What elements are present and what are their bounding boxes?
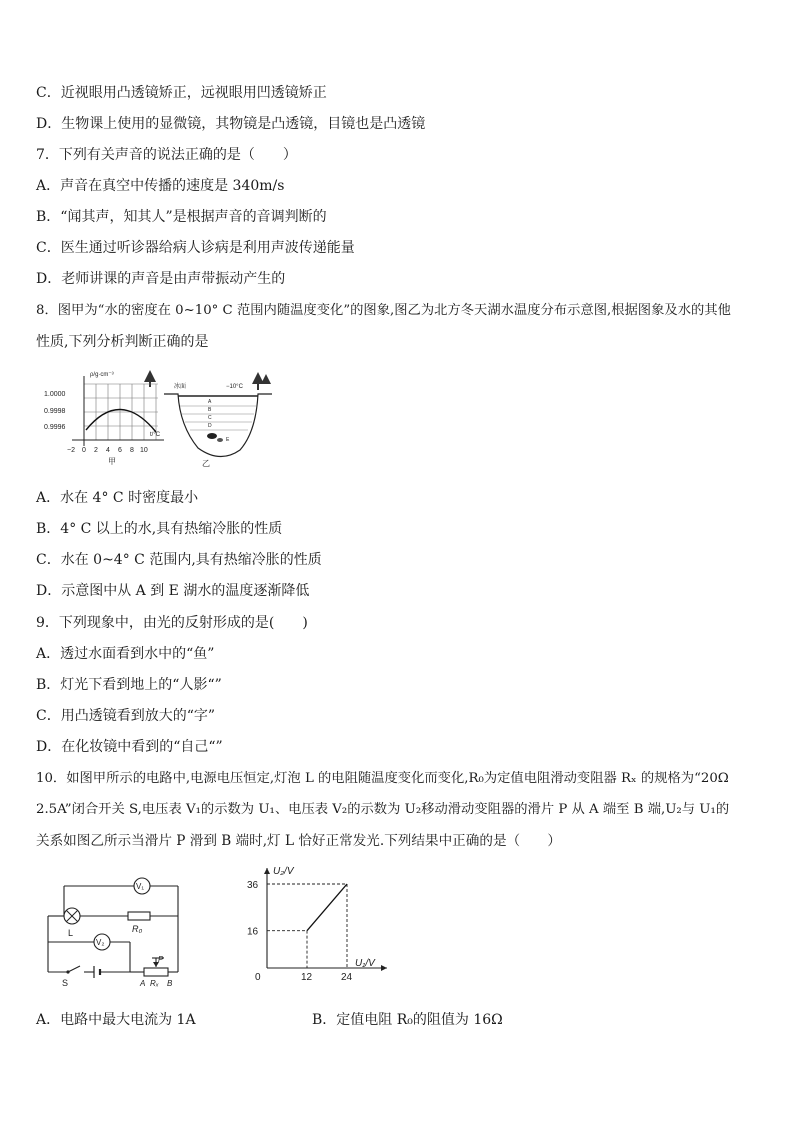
text-line: 性质,下列分析判断正确的是: [36, 334, 209, 350]
option: B．灯光下看到地上的“人影“”: [36, 677, 222, 693]
slider-label: P: [158, 955, 164, 964]
data-line: [307, 884, 347, 931]
text-line: C．近视眼用凸透镜矫正，远视眼用凹透镜矫正: [36, 85, 327, 101]
r0-label: R₀: [132, 924, 143, 934]
temp-axis-label: t/°C: [150, 432, 161, 438]
voltmeter-v2: [94, 934, 110, 950]
y-tick-label: 36: [247, 880, 259, 891]
x-tick: 10: [140, 447, 148, 454]
voltmeter-v1: [134, 878, 150, 894]
question-10-stem: 10．如图甲所示的电路中,电源电压恒定,灯泡 L 的电阻随温度变化而变化,R₀为定值电阻滑动变阻器 Rₓ 的规格为“20Ω: [36, 771, 729, 786]
x-tick-label: 24: [341, 972, 353, 982]
tree-icon: [252, 372, 271, 390]
figure-8: [40, 366, 280, 470]
figure-caption-b: 乙: [202, 459, 210, 468]
option: A．水在 4° C 时密度最小: [36, 490, 199, 506]
lamp-label: L: [68, 928, 74, 938]
question-9-stem: 9．下列现象中，由光的反射形成的是( ): [36, 615, 308, 631]
x-tick: 8: [130, 447, 134, 454]
lamp-icon: [64, 908, 80, 924]
option: B．定值电阻 R₀的阻值为 16Ω: [312, 1012, 503, 1028]
x-tick: 4: [106, 447, 110, 454]
x-tick: 2: [94, 447, 98, 454]
density-graph: [44, 372, 164, 466]
end-a-label: A: [140, 979, 146, 988]
question-8-stem: 8．图甲为“水的密度在 0~10° C 范围内随温度变化”的图象,图乙为北方冬天湖水温度分布示意图,根据图象及水的其他: [36, 303, 731, 318]
lake-diagram: [164, 372, 272, 468]
density-axis-label: ρ/g·cm⁻³: [90, 372, 114, 378]
option: A．透过水面看到水中的“鱼”: [36, 646, 215, 662]
lake-point: C: [208, 415, 212, 421]
lake-temp-label: −10°C: [226, 384, 243, 390]
text-line: C．医生通过听诊器给病人诊病是利用声波传递能量: [36, 240, 355, 256]
rx-label: Rₓ: [150, 979, 159, 988]
y-tick-label: 16: [247, 926, 259, 938]
figure-caption-a: 甲: [108, 457, 116, 466]
graph-x-label: U₁/V: [355, 958, 375, 969]
lake-point: D: [208, 423, 212, 429]
lake-point: A: [208, 399, 212, 405]
x-tick: 6: [118, 447, 122, 454]
switch-label: S: [62, 978, 69, 988]
option: D．示意图中从 A 到 E 湖水的温度逐渐降低: [36, 583, 310, 599]
y-tick: 0.9996: [44, 424, 66, 431]
tree-icon: [144, 370, 156, 387]
x-tick: 0: [82, 447, 86, 454]
option: C．用凸透镜看到放大的“字”: [36, 708, 216, 724]
option: A．电路中最大电流为 1A: [36, 1012, 196, 1028]
x-tick-label: 0: [255, 972, 261, 982]
text-line: B．“闻其声，知其人”是根据声音的音调判断的: [36, 209, 327, 225]
x-tick: −2: [67, 447, 75, 454]
text-line: D．老师讲课的声音是由声带振动产生的: [36, 271, 286, 287]
x-tick-label: 12: [301, 972, 313, 982]
text-line: 关系如图乙所示当滑片 P 滑到 B 端时,灯 L 恰好正常发光.下列结果中正确的是（ ）: [36, 833, 561, 849]
text-line: A．声音在真空中传播的速度是 340m/s: [36, 178, 285, 194]
circuit-diagram: [40, 870, 190, 990]
question-7-stem: 7．下列有关声音的说法正确的是（ ）: [36, 147, 297, 163]
y-tick: 0.9998: [44, 408, 66, 415]
graph-y-label: U₂/V: [273, 866, 294, 877]
end-b-label: B: [167, 979, 173, 988]
u2-u1-graph: [245, 862, 395, 982]
option: C．水在 0~4° C 范围内,具有热缩冷胀的性质: [36, 552, 322, 568]
option: D．在化妆镜中看到的“自己“”: [36, 739, 223, 755]
lake-point: B: [208, 407, 212, 413]
lake-ice-label: 冰面: [174, 384, 187, 390]
svg-text:V₂: V₂: [96, 938, 105, 947]
svg-text:V₁: V₁: [136, 882, 145, 891]
text-line: 2.5A”闭合开关 S,电压表 V₁的示数为 U₁、电压表 V₂的示数为 U₂移动滑动变阻器的滑片 P 从 A 端至 B 端,U₂与 U₁的: [36, 802, 730, 817]
option: B．4° C 以上的水,具有热缩冷胀的性质: [36, 521, 283, 537]
lake-point: E: [226, 437, 230, 443]
text-line: D．生物课上使用的显微镜，其物镜是凸透镜，目镜也是凸透镜: [36, 116, 426, 132]
y-tick: 1.0000: [44, 391, 66, 398]
